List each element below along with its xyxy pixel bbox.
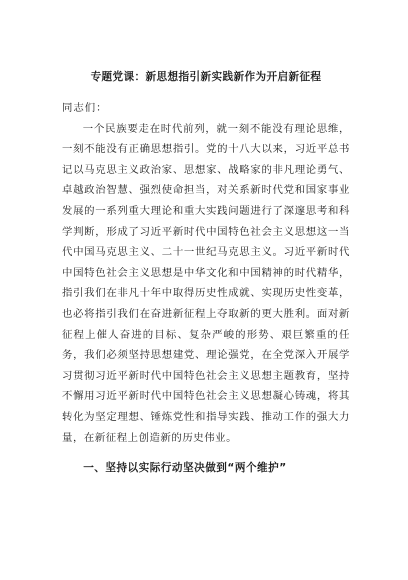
section-heading: 一、坚持以实际行动坚决做到“两个维护” — [83, 462, 287, 475]
salutation: 同志们： — [62, 102, 108, 114]
document-title: 专题党课：新思想指引新实践新作为开启新征程 — [90, 71, 322, 83]
body-paragraph: 一个民族要走在时代前列，就一刻不能没有理论思维，一刻不能没有正确思想指引。党的十八大以来，习近平总书记以马克思主义政治家、思想家、战略家的非凡理论勇气、卓越政治智慧、强烈使命担当，对关系新时代党和国家事业发展的一系列重大理论和重大实践问题进行了深邃思考和科学判断，形成了习近平新时代中国特色社会主义思想这一当代中国马克思主义、二十一世纪马克思主义。习近平新时代中国特色社会主义思想是中华文化和中国精神的时代精华，指引我们在非凡十年中取得历史性成就、实现历史性变革，也必将指引我们在奋进新征程上夺取新的更大胜利。面对新征程上催人奋进的目标、复杂严峻的形势、艰巨繁重的任务，我们必须坚持思想建党、理论强党，在全党深入开展学习贯彻习近平新时代中国特色社会主义思想主题教育，坚持不懈用习近平新时代中国特色社会主义思想凝心铸魂，将其转化为坚定理想、锤炼党性和指导实践、推动工作的强大力量，在新征程上创造新的历史伟业。 — [62, 122, 350, 444]
